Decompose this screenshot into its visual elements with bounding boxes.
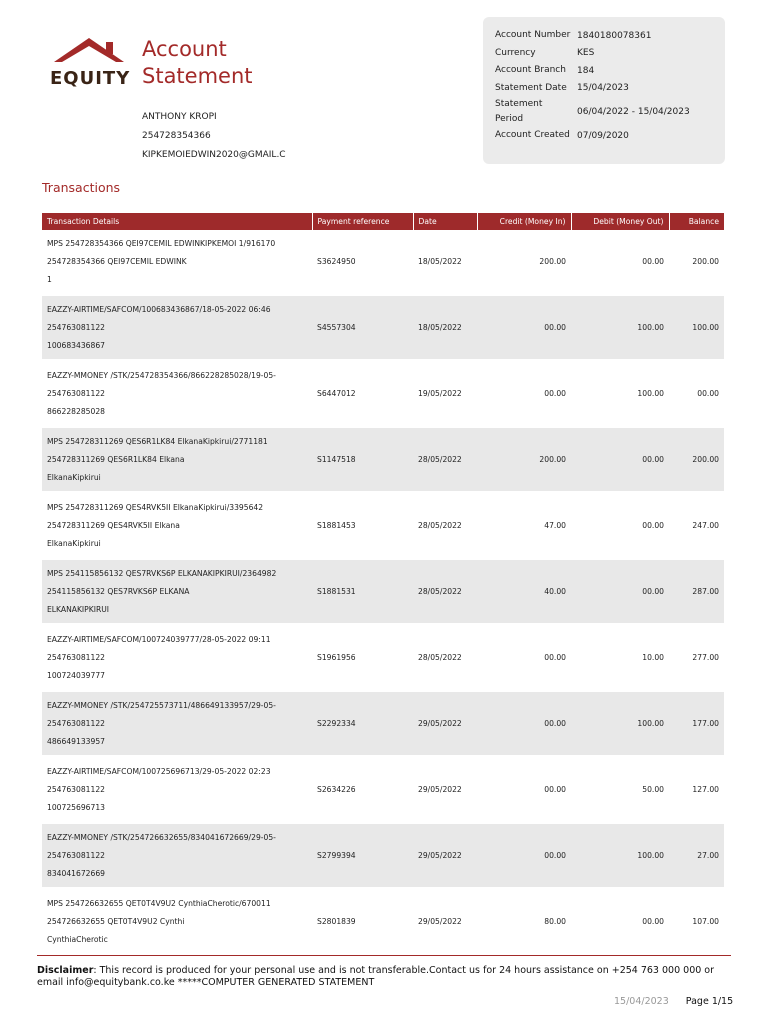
cell-debit: 100.00 <box>571 824 669 887</box>
account-label: Currency <box>495 47 536 58</box>
detail-line: CynthiaCherotic <box>47 934 108 944</box>
cell-credit: 80.00 <box>544 917 566 926</box>
page-number: Page 1/15 <box>685 996 734 1007</box>
cell-credit: 00.00 <box>544 389 566 398</box>
detail-line: 254763081122 <box>47 388 105 398</box>
table-row <box>42 362 724 425</box>
detail-line: 254728311269 QES4RVK5II Elkana <box>47 520 180 530</box>
cell-debit: 100.00 <box>571 692 669 755</box>
table-row <box>42 428 724 491</box>
detail-line: MPS 254728311269 QES4RVK5II ElkanaKipkirui/3395642 <box>47 502 264 512</box>
detail-line: MPS 254728354366 QEI97CEMIL EDWINKIPKEMOI 1/916170 <box>47 238 276 248</box>
customer-info <box>142 108 286 165</box>
cell-date: 29/05/2022 <box>413 824 477 887</box>
col-payment-reference: Payment reference <box>312 213 413 230</box>
table-row <box>42 230 724 293</box>
customer-phone: 254728354366 <box>142 131 211 141</box>
table-row <box>42 692 724 755</box>
account-row <box>495 27 713 45</box>
cell-payment-reference: S1881453 <box>317 521 356 530</box>
col-transaction-details: Transaction Details <box>42 213 312 230</box>
page-title-line2: Statement <box>142 64 253 88</box>
detail-line: MPS 254726632655 QET0T4V9U2 CynthiaCherotic/670011 <box>47 898 271 908</box>
cell-date: 29/05/2022 <box>418 917 462 926</box>
cell-date: 28/05/2022 <box>418 653 462 662</box>
logo-wordmark: EQUITY <box>50 68 131 89</box>
cell-balance: 200.00 <box>692 257 719 266</box>
detail-line: 254763081122 <box>47 784 105 794</box>
detail-line: 254763081122 <box>47 850 105 860</box>
cell-transaction-details <box>42 560 312 623</box>
equity-logo <box>50 38 132 92</box>
cell-transaction-details <box>42 692 312 755</box>
cell-credit: 00.00 <box>477 824 571 887</box>
detail-line: EAZZY-AIRTIME/SAFCOM/100725696713/29-05-2022 02:23 <box>47 766 271 776</box>
detail-line: 254115856132 QES7RVKS6P ELKANA <box>47 586 190 596</box>
cell-debit: 00.00 <box>571 428 669 491</box>
detail-line: MPS 254115856132 QES7RVKS6P ELKANAKIPKIRUI/2364982 <box>47 568 277 578</box>
detail-line: EAZZY-MMONEY /STK/254726632655/834041672669/29-05- <box>47 832 276 842</box>
table-row <box>42 890 724 953</box>
footer-date: 15/04/2023 <box>614 996 669 1007</box>
cell-credit: 40.00 <box>477 560 571 623</box>
house-roof-icon <box>54 38 124 68</box>
cell-transaction-details <box>42 362 312 425</box>
cell-credit: 00.00 <box>544 653 566 662</box>
account-row <box>495 127 713 145</box>
cell-balance: 277.00 <box>692 653 719 662</box>
table-row <box>42 824 724 887</box>
cell-credit: 200.00 <box>539 257 566 266</box>
cell-transaction-details <box>42 230 312 293</box>
detail-line: ElkanaKipkirui <box>47 538 101 548</box>
detail-line: 1 <box>47 274 52 284</box>
cell-balance: 177.00 <box>669 692 724 755</box>
cell-debit: 50.00 <box>642 785 664 794</box>
cell-payment-reference: S4557304 <box>312 296 413 359</box>
cell-balance: 287.00 <box>669 560 724 623</box>
footer-divider <box>37 955 731 956</box>
cell-balance: 127.00 <box>692 785 719 794</box>
account-row <box>495 80 713 98</box>
detail-line: EAZZY-MMONEY /STK/254725573711/486649133957/29-05- <box>47 700 276 710</box>
detail-line: MPS 254728311269 QES6R1LK84 ElkanaKipkirui/2771181 <box>47 436 268 446</box>
table-row <box>42 296 724 359</box>
cell-payment-reference: S1147518 <box>312 428 413 491</box>
page-title <box>142 36 253 90</box>
cell-debit: 10.00 <box>642 653 664 662</box>
detail-line: 254763081122 <box>47 322 105 332</box>
customer-email: KIPKEMOIEDWIN2020@GMAIL.C <box>142 150 286 160</box>
col-balance: Balance <box>669 213 724 230</box>
cell-transaction-details <box>42 824 312 887</box>
col-date: Date <box>413 213 477 230</box>
cell-balance: 247.00 <box>692 521 719 530</box>
cell-balance: 100.00 <box>669 296 724 359</box>
cell-payment-reference: S3624950 <box>317 257 356 266</box>
cell-payment-reference: S2634226 <box>317 785 356 794</box>
cell-date: 29/05/2022 <box>418 785 462 794</box>
cell-payment-reference: S6447012 <box>317 389 356 398</box>
cell-transaction-details <box>42 428 312 491</box>
cell-debit: 100.00 <box>637 389 664 398</box>
cell-debit: 00.00 <box>571 560 669 623</box>
account-label: Account Number <box>495 30 571 41</box>
cell-debit: 00.00 <box>642 917 664 926</box>
account-value: 06/04/2022 - 15/04/2023 <box>577 107 690 117</box>
cell-credit: 00.00 <box>544 785 566 794</box>
account-value: 1840180078361 <box>577 30 652 41</box>
cell-balance: 00.00 <box>697 389 719 398</box>
detail-line: 100725696713 <box>47 802 105 812</box>
cell-transaction-details <box>42 296 312 359</box>
disclaimer <box>37 965 737 989</box>
table-header-row <box>42 213 724 230</box>
account-label: Account Created <box>495 130 570 141</box>
detail-line: EAZZY-MMONEY /STK/254728354366/866228285028/19-05- <box>47 370 276 380</box>
detail-line: 254726632655 QET0T4V9U2 Cynthi <box>47 916 185 926</box>
disclaimer-label: Disclaimer <box>37 965 94 976</box>
detail-line: 100724039777 <box>47 670 105 680</box>
detail-line: 834041672669 <box>47 868 105 878</box>
cell-transaction-details <box>42 890 312 953</box>
detail-line: 254763081122 <box>47 652 105 662</box>
detail-line: EAZZY-AIRTIME/SAFCOM/100724039777/28-05-2022 09:11 <box>47 634 271 644</box>
account-row <box>495 62 713 80</box>
account-value: 184 <box>577 65 595 76</box>
col-credit: Credit (Money In) <box>477 213 571 230</box>
table-row <box>42 494 724 557</box>
customer-name: ANTHONY KROPI <box>142 112 217 122</box>
cell-date: 29/05/2022 <box>413 692 477 755</box>
cell-credit: 200.00 <box>477 428 571 491</box>
disclaimer-text: : This record is produced for your personal use and is not transferable.Contact us for 24 hours assistance on +254 763 000 000 or email info@equitybank.co.ke *****COMPUTER GENERATED STATEMENT <box>37 965 715 988</box>
cell-date: 28/05/2022 <box>413 428 477 491</box>
cell-credit: 00.00 <box>477 296 571 359</box>
account-label: Account Branch <box>495 65 566 76</box>
cell-date: 18/05/2022 <box>413 296 477 359</box>
transactions-table <box>42 213 724 953</box>
cell-debit: 00.00 <box>642 257 664 266</box>
page-footer <box>614 996 733 1007</box>
cell-debit: 100.00 <box>571 296 669 359</box>
cell-debit: 00.00 <box>642 521 664 530</box>
detail-line: 866228285028 <box>47 406 105 416</box>
cell-credit: 47.00 <box>544 521 566 530</box>
cell-balance: 200.00 <box>669 428 724 491</box>
cell-transaction-details <box>42 758 312 821</box>
cell-payment-reference: S2801839 <box>317 917 356 926</box>
account-value: 07/09/2020 <box>577 130 629 141</box>
detail-line: 486649133957 <box>47 736 105 746</box>
detail-line: 100683436867 <box>47 340 105 350</box>
cell-date: 18/05/2022 <box>418 257 462 266</box>
cell-payment-reference: S2292334 <box>312 692 413 755</box>
account-summary-box <box>483 17 725 164</box>
detail-line: ELKANAKIPKIRUI <box>47 604 110 614</box>
page-title-line1: Account <box>142 37 227 61</box>
detail-line: 254763081122 <box>47 718 105 728</box>
transactions-heading: Transactions <box>42 180 121 195</box>
cell-date: 28/05/2022 <box>418 521 462 530</box>
cell-transaction-details <box>42 626 312 689</box>
col-debit: Debit (Money Out) <box>571 213 669 230</box>
detail-line: EAZZY-AIRTIME/SAFCOM/100683436867/18-05-2022 06:46 <box>47 304 271 314</box>
detail-line: ElkanaKipkirui <box>47 472 101 482</box>
detail-line: 254728311269 QES6R1LK84 Elkana <box>47 454 185 464</box>
table-row <box>42 560 724 623</box>
cell-credit: 00.00 <box>477 692 571 755</box>
cell-date: 19/05/2022 <box>418 389 462 398</box>
cell-payment-reference: S2799394 <box>312 824 413 887</box>
cell-payment-reference: S1881531 <box>312 560 413 623</box>
table-row <box>42 758 724 821</box>
account-row <box>495 45 713 63</box>
account-value: 15/04/2023 <box>577 83 629 94</box>
cell-balance: 107.00 <box>692 917 719 926</box>
account-label: Statement Period <box>495 99 543 124</box>
table-row <box>42 626 724 689</box>
detail-line: 254728354366 QEI97CEMIL EDWINK <box>47 256 187 266</box>
cell-balance: 27.00 <box>669 824 724 887</box>
account-value: KES <box>577 48 595 59</box>
account-row <box>495 97 713 127</box>
cell-payment-reference: S1961956 <box>317 653 356 662</box>
cell-date: 28/05/2022 <box>413 560 477 623</box>
cell-transaction-details <box>42 494 312 557</box>
account-label: Statement Date <box>495 82 567 93</box>
